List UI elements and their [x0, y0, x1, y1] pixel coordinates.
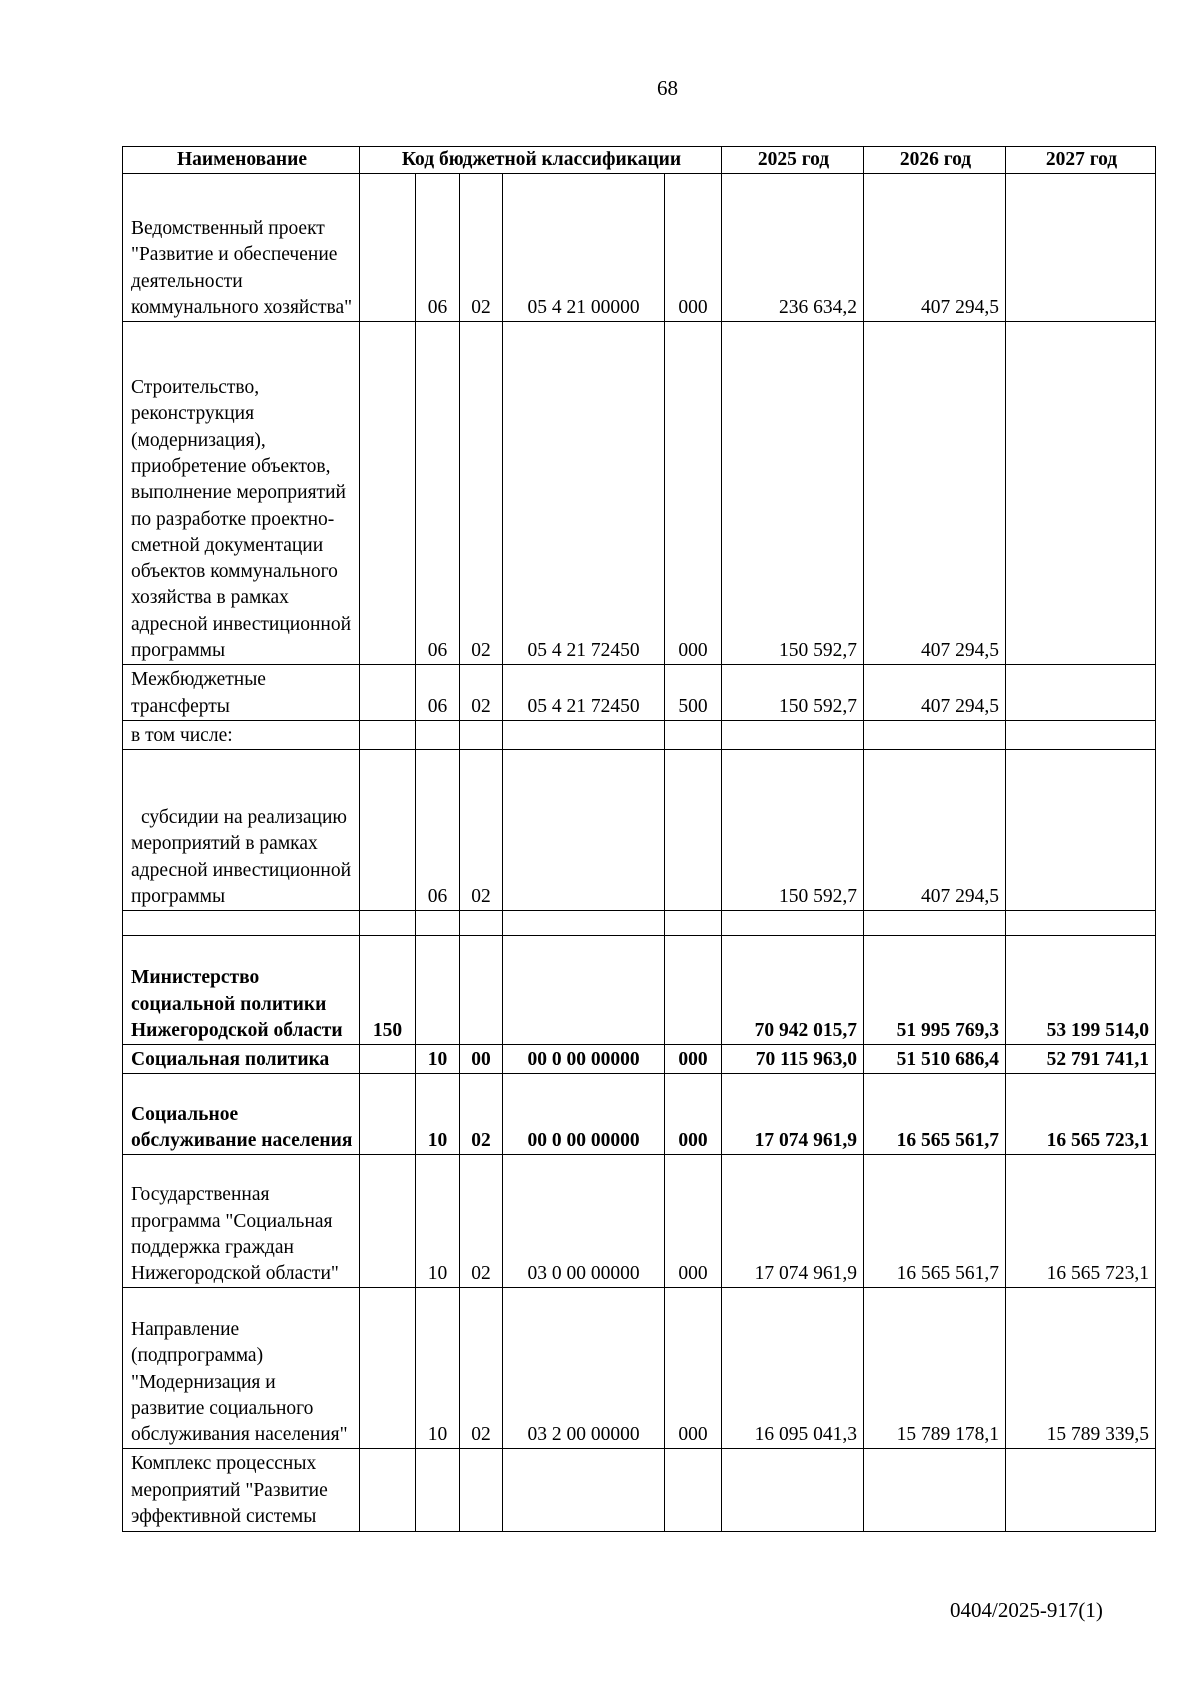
row-org	[360, 750, 416, 911]
row-subsection: 02	[460, 1155, 503, 1288]
table-row	[123, 174, 1156, 322]
row-2026	[864, 911, 1006, 936]
table-row	[123, 1074, 1156, 1155]
row-2025: 17 074 961,9	[722, 1155, 864, 1288]
row-section: 10	[416, 1288, 460, 1449]
row-expense-type	[665, 1449, 722, 1532]
row-subsection	[460, 720, 503, 749]
row-name: Социальное обслуживание населения	[123, 1074, 360, 1155]
row-name: Направление (подпрограмма) "Модернизация и развитие социального обслуживания населения"	[123, 1288, 360, 1449]
row-subsection: 00	[460, 1045, 503, 1074]
row-expense-type: 500	[665, 665, 722, 721]
row-expense-type: 000	[665, 1155, 722, 1288]
row-2027	[1006, 1449, 1156, 1532]
row-name: субсидии на реализацию мероприятий в рамках адресной инвестиционной программы	[123, 750, 360, 911]
row-2025: 236 634,2	[722, 174, 864, 322]
row-2025: 150 592,7	[722, 750, 864, 911]
header-code: Код бюджетной классификации	[360, 147, 722, 174]
row-target-article: 05 4 21 72450	[503, 665, 665, 721]
row-org	[360, 174, 416, 322]
row-subsection: 02	[460, 174, 503, 322]
row-2027	[1006, 750, 1156, 911]
row-2027: 16 565 723,1	[1006, 1155, 1156, 1288]
row-section	[416, 911, 460, 936]
table-row	[123, 911, 1156, 936]
row-2026: 16 565 561,7	[864, 1074, 1006, 1155]
row-expense-type: 000	[665, 1045, 722, 1074]
row-name: Социальная политика	[123, 1045, 360, 1074]
row-2026: 407 294,5	[864, 174, 1006, 322]
row-org	[360, 665, 416, 721]
row-target-article	[503, 750, 665, 911]
row-subsection	[460, 1449, 503, 1532]
row-section: 06	[416, 174, 460, 322]
row-name: Ведомственный проект "Развитие и обеспечение деятельности коммунального хозяйства"	[123, 174, 360, 322]
row-2025	[722, 1449, 864, 1532]
row-section: 10	[416, 1045, 460, 1074]
row-target-article	[503, 1449, 665, 1532]
row-expense-type	[665, 750, 722, 911]
row-name: Государственная программа "Социальная поддержка граждан Нижегородской области"	[123, 1155, 360, 1288]
row-2026: 407 294,5	[864, 750, 1006, 911]
row-expense-type	[665, 911, 722, 936]
header-2027: 2027 год	[1006, 147, 1156, 174]
row-subsection: 02	[460, 665, 503, 721]
row-section	[416, 1449, 460, 1532]
row-subsection	[460, 911, 503, 936]
row-2026	[864, 1449, 1006, 1532]
row-target-article: 05 4 21 00000	[503, 174, 665, 322]
row-target-article	[503, 936, 665, 1045]
row-2027	[1006, 720, 1156, 749]
row-2027: 52 791 741,1	[1006, 1045, 1156, 1074]
document-code: 0404/2025-917(1)	[950, 1598, 1103, 1622]
row-org	[360, 322, 416, 665]
row-org	[360, 720, 416, 749]
row-org	[360, 1045, 416, 1074]
row-subsection: 02	[460, 1288, 503, 1449]
row-subsection: 02	[460, 322, 503, 665]
row-name: в том числе:	[123, 720, 360, 749]
row-section: 06	[416, 665, 460, 721]
row-2027	[1006, 665, 1156, 721]
table-row	[123, 665, 1156, 721]
row-expense-type: 000	[665, 174, 722, 322]
row-2027	[1006, 322, 1156, 665]
row-org: 150	[360, 936, 416, 1045]
row-2027	[1006, 174, 1156, 322]
row-2025: 70 942 015,7	[722, 936, 864, 1045]
page-number: 68	[657, 76, 678, 100]
row-2025: 16 095 041,3	[722, 1288, 864, 1449]
header-name: Наименование	[123, 147, 360, 174]
row-2026	[864, 720, 1006, 749]
row-section	[416, 936, 460, 1045]
row-target-article: 03 2 00 00000	[503, 1288, 665, 1449]
header-2025: 2025 год	[722, 147, 864, 174]
row-name: Межбюджетные трансферты	[123, 665, 360, 721]
table-header-row	[123, 147, 1156, 174]
row-2027	[1006, 911, 1156, 936]
row-org	[360, 911, 416, 936]
row-org	[360, 1288, 416, 1449]
row-name	[123, 911, 360, 936]
row-2026: 15 789 178,1	[864, 1288, 1006, 1449]
row-subsection	[460, 936, 503, 1045]
row-2027: 15 789 339,5	[1006, 1288, 1156, 1449]
row-2026: 51 995 769,3	[864, 936, 1006, 1045]
table-row	[123, 1155, 1156, 1288]
row-target-article	[503, 911, 665, 936]
row-2026: 16 565 561,7	[864, 1155, 1006, 1288]
row-target-article	[503, 720, 665, 749]
row-expense-type: 000	[665, 322, 722, 665]
table-row	[123, 1449, 1156, 1532]
row-name: Министерство социальной политики Нижегородской области	[123, 936, 360, 1045]
row-2025: 150 592,7	[722, 665, 864, 721]
row-2025: 150 592,7	[722, 322, 864, 665]
row-org	[360, 1449, 416, 1532]
row-2027: 53 199 514,0	[1006, 936, 1156, 1045]
row-section: 06	[416, 750, 460, 911]
header-2026: 2026 год	[864, 147, 1006, 174]
row-org	[360, 1155, 416, 1288]
table-row	[123, 1288, 1156, 1449]
table-row	[123, 1045, 1156, 1074]
row-2025: 17 074 961,9	[722, 1074, 864, 1155]
table-row	[123, 750, 1156, 911]
row-target-article: 05 4 21 72450	[503, 322, 665, 665]
table-row	[123, 322, 1156, 665]
row-section: 10	[416, 1155, 460, 1288]
row-expense-type: 000	[665, 1074, 722, 1155]
row-subsection: 02	[460, 1074, 503, 1155]
row-2026: 407 294,5	[864, 322, 1006, 665]
row-name: Комплекс процессных мероприятий "Развитие эффективной системы	[123, 1449, 360, 1532]
row-2025: 70 115 963,0	[722, 1045, 864, 1074]
row-expense-type: 000	[665, 1288, 722, 1449]
row-target-article: 03 0 00 00000	[503, 1155, 665, 1288]
row-org	[360, 1074, 416, 1155]
row-expense-type	[665, 720, 722, 749]
row-target-article: 00 0 00 00000	[503, 1074, 665, 1155]
row-2026: 51 510 686,4	[864, 1045, 1006, 1074]
row-2026: 407 294,5	[864, 665, 1006, 721]
row-2027: 16 565 723,1	[1006, 1074, 1156, 1155]
row-subsection: 02	[460, 750, 503, 911]
row-section	[416, 720, 460, 749]
row-name: Строительство, реконструкция (модернизация), приобретение объектов, выполнение мероприятий по разработке проектно-сметной документации объектов коммунального хозяйства в рамках адресной инвестиционной программы	[123, 322, 360, 665]
row-section: 06	[416, 322, 460, 665]
budget-table	[122, 146, 1156, 1532]
row-2025	[722, 720, 864, 749]
table-row	[123, 720, 1156, 749]
row-target-article: 00 0 00 00000	[503, 1045, 665, 1074]
row-expense-type	[665, 936, 722, 1045]
table-row	[123, 936, 1156, 1045]
row-section: 10	[416, 1074, 460, 1155]
row-2025	[722, 911, 864, 936]
